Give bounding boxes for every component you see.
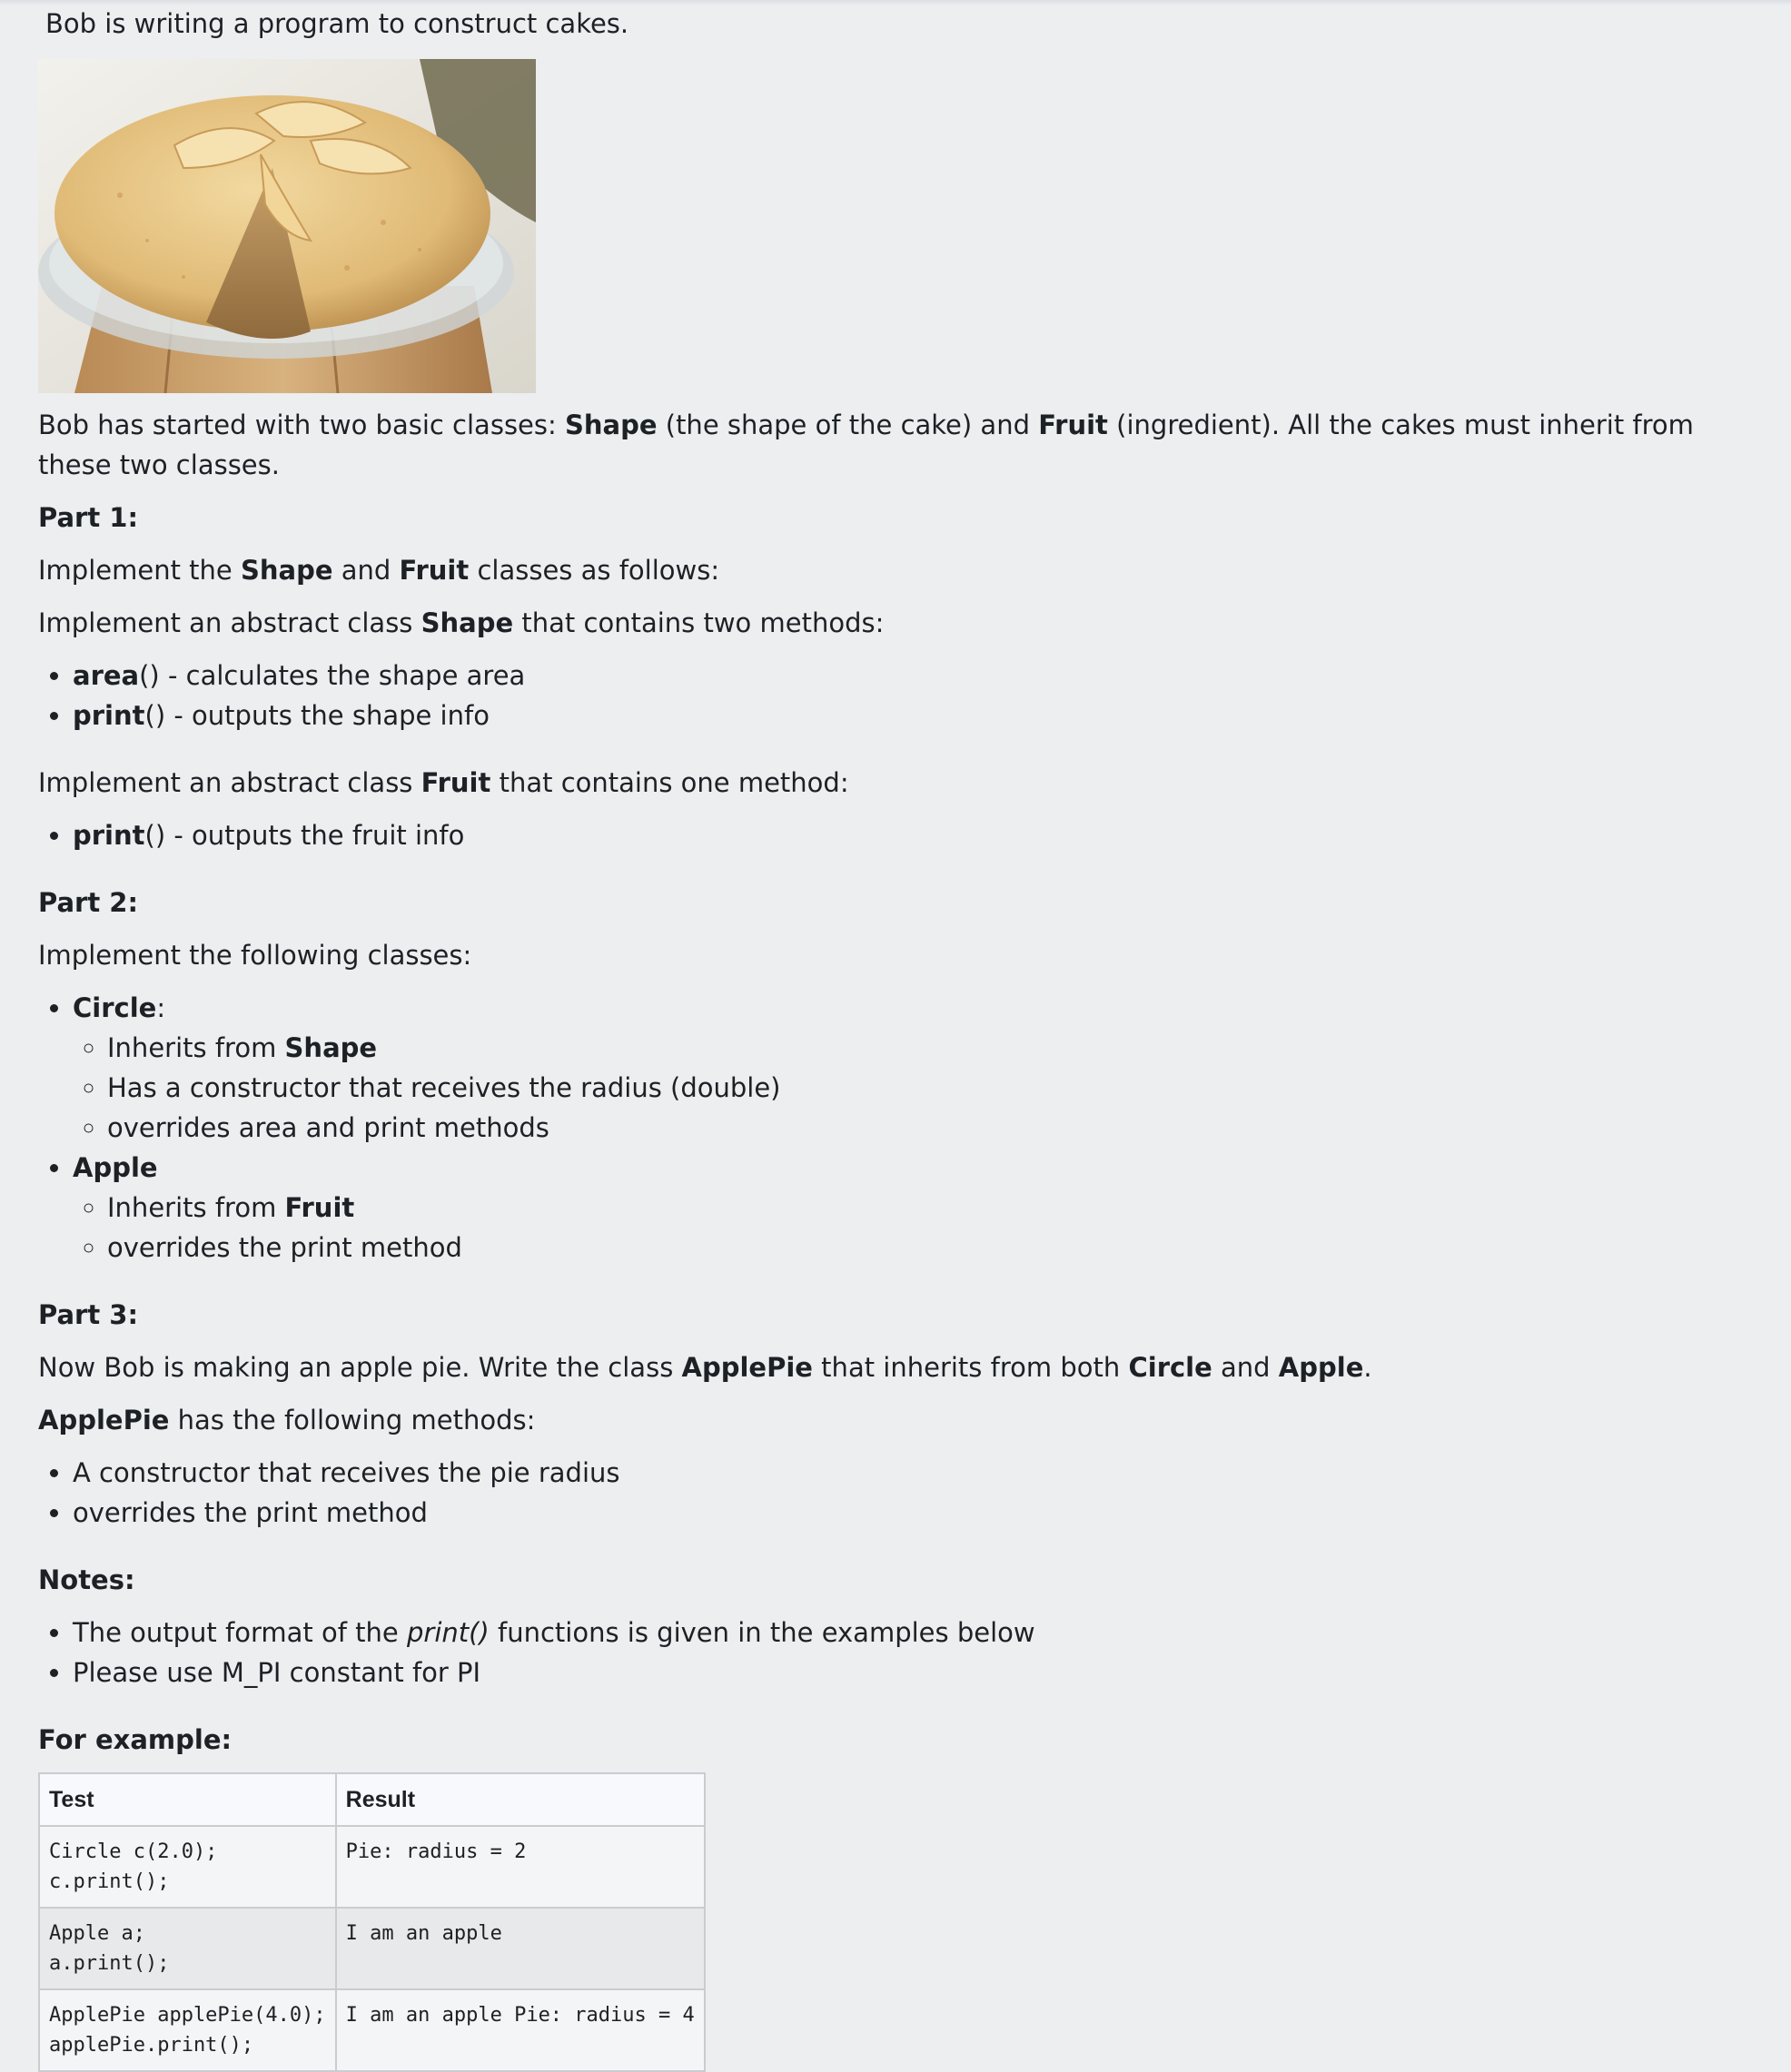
list-item: ◦ Has a constructor that receives the radius (double) <box>107 1068 1764 1108</box>
part3-heading: Part 3: <box>38 1299 139 1330</box>
list-item: ◦ overrides area and print methods <box>107 1108 1764 1148</box>
column-header-test: Test <box>39 1773 336 1826</box>
table-row <box>39 1908 705 1989</box>
part1-line2: Implement an abstract class Shape that contains two methods: <box>38 607 885 638</box>
column-header-result: Result <box>336 1773 705 1826</box>
part1-line3: Implement an abstract class Fruit that contains one method: <box>38 767 849 798</box>
list-item-apple: • Apple ◦ Inherits from Fruit ◦ overrides the print method <box>73 1148 1764 1268</box>
apple-details <box>73 1188 1764 1268</box>
test-cell: ApplePie applePie(4.0); applePie.print(); <box>39 1989 336 2071</box>
result-cell: I am an apple <box>336 1908 705 1989</box>
description-text: Bob has started with two basic classes: Shape (the shape of the cake) and Fruit (ingredient). All the cakes must inherit from these two classes. <box>38 409 1694 480</box>
example-heading: For example: <box>38 1724 233 1755</box>
class-list <box>38 988 1764 1268</box>
notes-list <box>38 1613 1764 1692</box>
list-item: • area() - calculates the shape area <box>73 656 1764 696</box>
list-item: • The output format of the print() functions is given in the examples below <box>73 1613 1764 1653</box>
list-item: • print() - outputs the shape info <box>73 696 1764 735</box>
part1-heading: Part 1: <box>38 502 139 533</box>
example-table <box>38 1772 706 2072</box>
intro-text: Bob is writing a program to construct cakes. <box>45 8 629 39</box>
table-row <box>39 1826 705 1908</box>
shape-method-list <box>38 656 1764 735</box>
list-item: ◦ Inherits from Fruit <box>107 1188 1764 1228</box>
part3-line2: ApplePie has the following methods: <box>38 1405 536 1436</box>
notes-heading: Notes: <box>38 1564 135 1595</box>
part1-line1: Implement the Shape and Fruit classes as follows: <box>38 555 720 586</box>
question-text <box>38 4 1764 2072</box>
result-cell: I am an apple Pie: radius = 4 <box>336 1989 705 2071</box>
list-item: ◦ Inherits from Shape <box>107 1028 1764 1068</box>
list-item: • print() - outputs the fruit info <box>73 815 1764 855</box>
part2-heading: Part 2: <box>38 887 139 918</box>
list-item: ◦ overrides the print method <box>107 1228 1764 1268</box>
table-row <box>39 1989 705 2071</box>
part2-line1: Implement the following classes: <box>38 940 472 971</box>
fruit-method-list <box>38 815 1764 855</box>
test-cell: Circle c(2.0); c.print(); <box>39 1826 336 1908</box>
result-cell: Pie: radius = 2 <box>336 1826 705 1908</box>
list-item: • Please use M_PI constant for PI <box>73 1653 1764 1692</box>
test-cell: Apple a; a.print(); <box>39 1908 336 1989</box>
list-item: • overrides the print method <box>73 1493 1764 1533</box>
part3-line1: Now Bob is making an apple pie. Write the class ApplePie that inherits from both Circle and Apple. <box>38 1352 1372 1383</box>
apple-pie-photo <box>38 59 536 393</box>
applepie-method-list <box>38 1453 1764 1533</box>
list-item: • A constructor that receives the pie radius <box>73 1453 1764 1493</box>
circle-details <box>73 1028 1764 1148</box>
list-item-circle: • Circle: ◦ Inherits from Shape ◦ Has a constructor that receives the radius (double) ◦ overrides area and print methods <box>73 988 1764 1148</box>
